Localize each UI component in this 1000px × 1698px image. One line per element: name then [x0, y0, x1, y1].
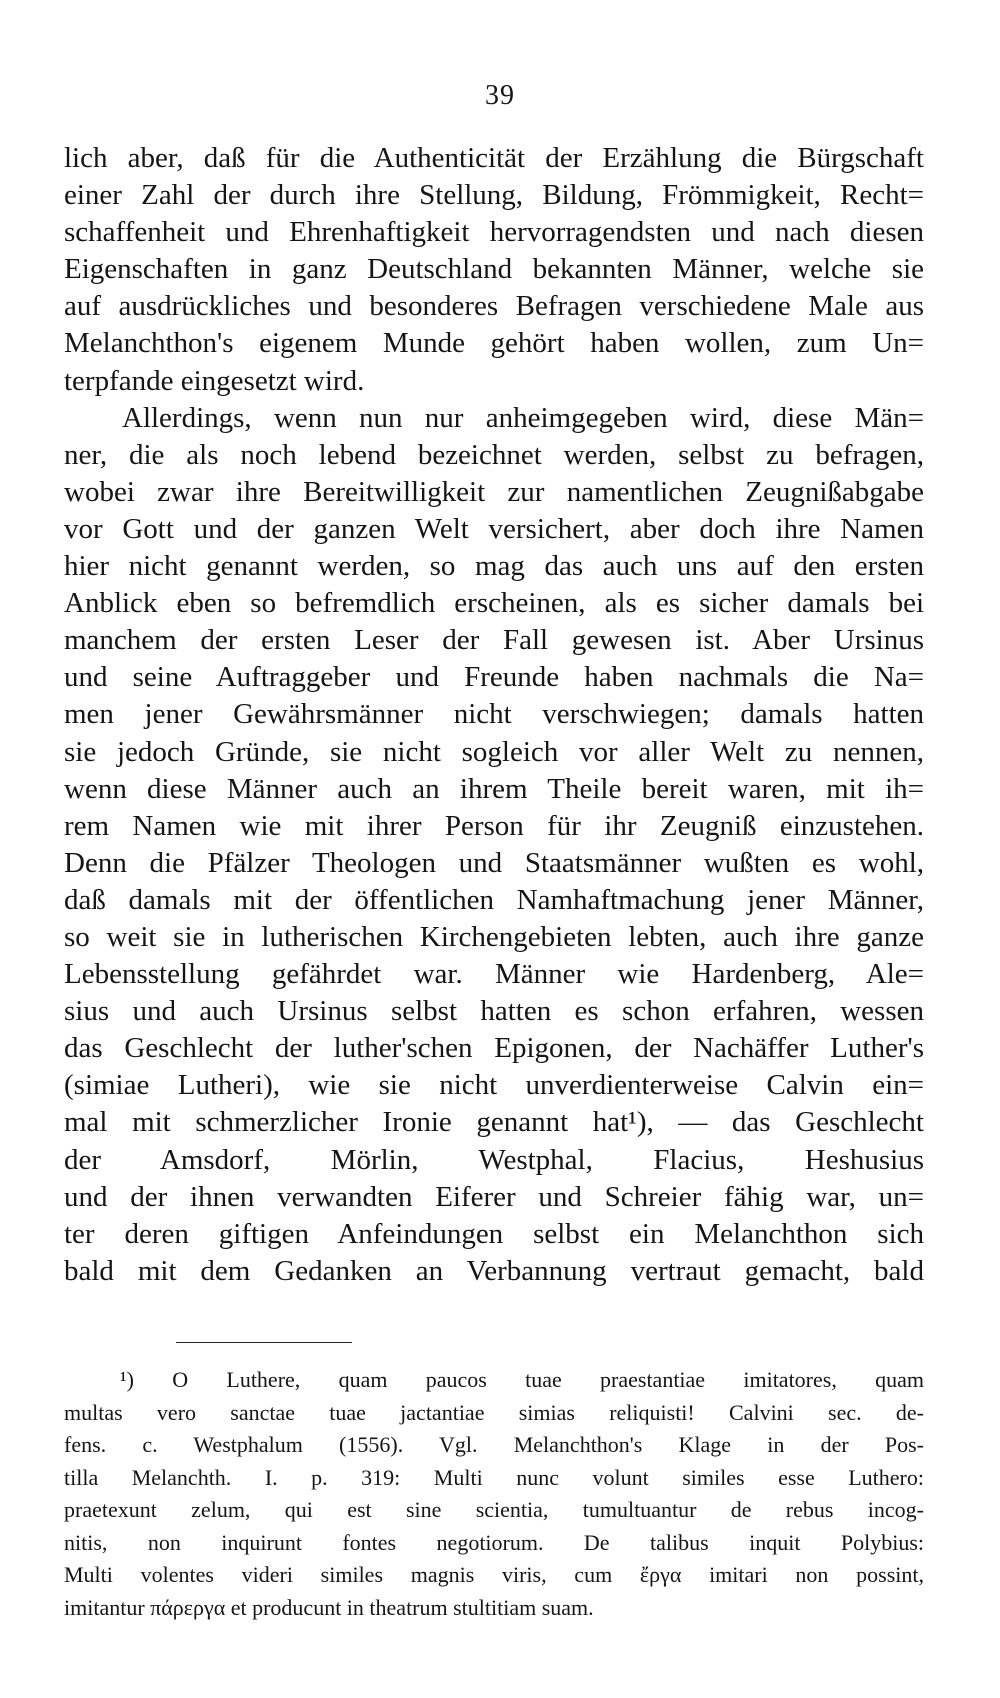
text-line: terpfande eingesetzt wird.	[64, 364, 365, 397]
text-line: Allerdings, wenn nun nur anheimgegeben wird, diese Män=	[122, 401, 924, 434]
text-line: hier nicht genannt werden, so mag das auch uns auf den ersten	[64, 550, 924, 583]
body-text	[64, 140, 924, 1290]
text-line: Lebensstellung gefährdet war. Männer wie Hardenberg, Ale=	[64, 958, 924, 991]
text-line: sius und auch Ursinus selbst hatten es schon erfahren, wessen	[64, 995, 924, 1028]
footnotes	[64, 1364, 924, 1624]
text-line: Eigenschaften in ganz Deutschland bekannten Männer, welche sie	[64, 253, 924, 286]
text-line: lich aber, daß für die Authenticität der Erzählung die Bürgschaft	[64, 142, 924, 174]
text-line: mal mit schmerzlicher Ironie genannt hat¹), — das Geschlecht	[64, 1106, 924, 1139]
text-line: bald mit dem Gedanken an Verbannung vertraut gemacht, bald	[64, 1254, 924, 1287]
text-line: das Geschlecht der luther'schen Epigonen, der Nachäffer Luther's	[64, 1032, 924, 1065]
footnote-line: fens. c. Westphalum (1556). Vgl. Melanchthon's Klage in der Pos-	[64, 1432, 924, 1457]
footnote-line: Multi volentes videri similes magnis viris, cum ἔργα imitari non possint,	[64, 1562, 924, 1587]
text-line: einer Zahl der durch ihre Stellung, Bildung, Frömmigkeit, Recht=	[64, 179, 924, 212]
text-line: sie jedoch Gründe, sie nicht sogleich vor aller Welt zu nennen,	[64, 735, 924, 768]
text-line: der Amsdorf, Mörlin, Westphal, Flacius, Heshusius	[64, 1143, 924, 1176]
text-line: rem Namen wie mit ihrer Person für ihr Zeugniß einzustehen.	[64, 809, 924, 842]
page-number: 39	[485, 80, 515, 111]
text-line: men jener Gewährsmänner nicht verschwiegen; damals hatten	[64, 698, 924, 731]
text-line: auf ausdrückliches und besonderes Befragen verschiedene Male aus	[64, 290, 924, 323]
footnote-line: nitis, non inquirunt fontes negotiorum. De talibus inquit Polybius:	[64, 1529, 924, 1555]
text-line: Melanchthon's eigenem Munde gehört haben wollen, zum Un=	[64, 327, 924, 360]
text-line: und der ihnen verwandten Eiferer und Schreier fähig war, un=	[64, 1180, 924, 1213]
text-line: und seine Auftraggeber und Freunde haben nachmals die Na=	[64, 661, 924, 694]
text-line: daß damals mit der öffentlichen Namhaftmachung jener Männer,	[64, 883, 924, 916]
footnote-line: ¹) O Luthere, quam paucos tuae praestantiae imitatores, quam	[120, 1367, 924, 1392]
text-line: ner, die als noch lebend bezeichnet werden, selbst zu befragen,	[64, 438, 924, 471]
text-line: wenn diese Männer auch an ihrem Theile bereit waren, mit ih=	[64, 772, 924, 805]
text-line: so weit sie in lutherischen Kirchengebieten lebten, auch ihre ganze	[64, 920, 924, 953]
footnote-line: imitantur πάρεργα et producunt in theatrum stultitiam suam.	[64, 1594, 594, 1620]
text-line: (simiae Lutheri), wie sie nicht unverdienterweise Calvin ein=	[64, 1069, 924, 1102]
text-line: vor Gott und der ganzen Welt versichert, aber doch ihre Namen	[64, 512, 924, 545]
footnote-divider	[176, 1342, 352, 1343]
text-line: wobei zwar ihre Bereitwilligkeit zur namentlichen Zeugnißabgabe	[64, 475, 924, 508]
text-line: ter deren giftigen Anfeindungen selbst ein Melanchthon sich	[64, 1217, 924, 1250]
text-line: manchem der ersten Leser der Fall gewesen ist. Aber Ursinus	[64, 624, 924, 657]
footnote-line: tilla Melanchth. I. p. 319: Multi nunc volunt similes esse Luthero:	[64, 1464, 924, 1490]
footnote-line: praetexunt zelum, qui est sine scientia, tumultuantur de rebus incog-	[64, 1497, 924, 1522]
footnote-line: multas vero sanctae tuae jactantiae simias reliquisti! Calvini sec. de-	[64, 1399, 924, 1425]
text-line: Anblick eben so befremdlich erscheinen, als es sicher damals bei	[64, 587, 924, 620]
text-line: Denn die Pfälzer Theologen und Staatsmänner wußten es wohl,	[64, 846, 924, 879]
text-line: schaffenheit und Ehrenhaftigkeit hervorragendsten und nach diesen	[64, 216, 924, 249]
